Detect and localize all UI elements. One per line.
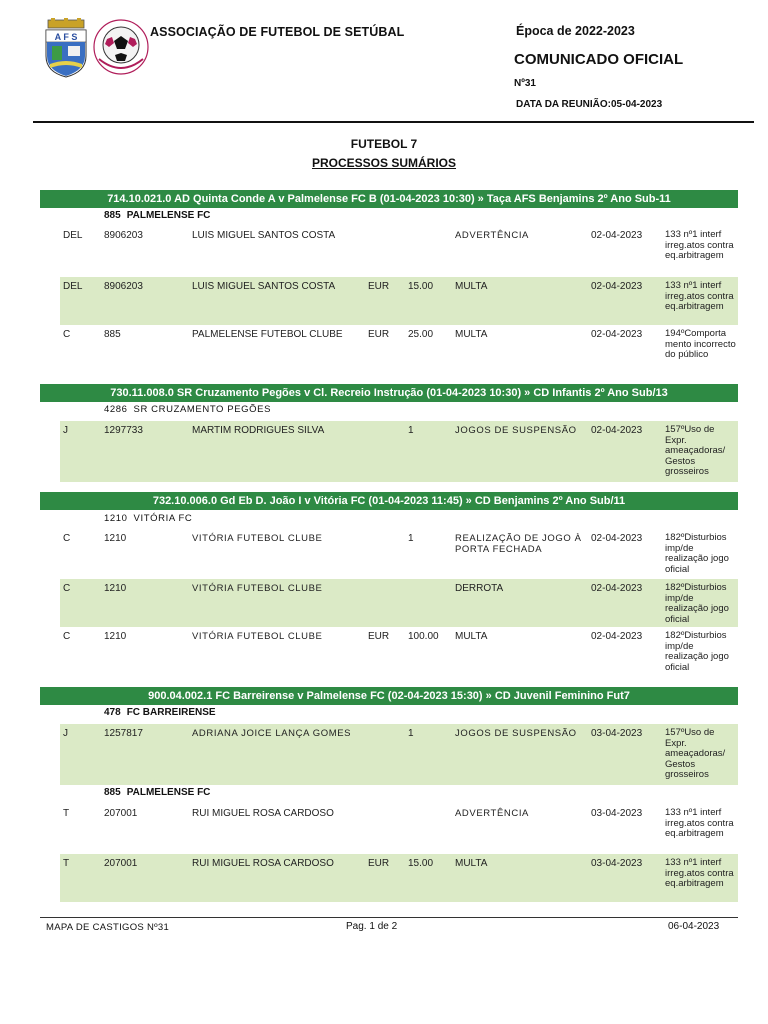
footer-document-name: MAPA DE CASTIGOS Nº31 (46, 922, 170, 933)
table-row: T 207001 RUI MIGUEL ROSA CARDOSO ADVERTÊNCIA 03-04-2023 133 nº1 interf irreg.atos contra eq.arbitragem (63, 807, 734, 839)
club-label: 885 PALMELENSE FC (104, 210, 211, 221)
club-label: 4286 SR CRUZAMENTO PEGÕES (104, 404, 271, 415)
section-title: PROCESSOS SUMÁRIOS (311, 156, 457, 170)
table-row: C 1210 VITÓRIA FUTEBOL CLUBE 1 REALIZAÇÃO DE JOGO À PORTA FECHADA 02-04-2023 182ºDisturbios imp/de realização jogo oficial (63, 532, 729, 575)
footer-divider (40, 917, 738, 918)
communique-number: Nº31 (514, 78, 536, 89)
match-header: 730.11.008.0 SR Cruzamento Pegões v Cl. Recreio Instrução (01-04-2023 10:30) » CD Infantis 2º Ano Sub/13 (40, 384, 738, 402)
match-header: 714.10.021.0 AD Quinta Conde A v Palmelense FC B (01-04-2023 10:30) » Taça AFS Benjamins 2º Ano Sub-11 (40, 190, 738, 208)
club-label: 885 PALMELENSE FC (104, 787, 211, 798)
table-row: C 885 PALMELENSE FUTEBOL CLUBE EUR 25.00 MULTA 02-04-2023 194ºComporta mento incorrecto do público (63, 328, 736, 360)
organization-name: ASSOCIAÇÃO DE FUTEBOL DE SETÚBAL (150, 25, 405, 39)
table-row: J 1297733 MARTIM RODRIGUES SILVA 1 JOGOS DE SUSPENSÃO 02-04-2023 157ºUso de Expr. ameaçadoras/ Gestos grosseiros (60, 421, 738, 482)
footer-page-number: Pag. 1 de 2 (346, 921, 398, 932)
header-divider (33, 121, 754, 123)
footer-date: 06-04-2023 (668, 921, 720, 932)
club-label: 478 FC BARREIRENSE (104, 707, 216, 718)
afs-crest-logo (42, 18, 90, 78)
table-row: DEL 8906203 LUIS MIGUEL SANTOS COSTA EUR 15.00 MULTA 02-04-2023 133 nº1 interf irreg.atos contra eq.arbitragem (60, 277, 738, 325)
communique-title: COMUNICADO OFICIAL (514, 51, 684, 68)
soccer-ball-logo (93, 19, 149, 75)
meeting-date: DATA DA REUNIÃO:05-04-2023 (516, 99, 663, 110)
table-row: DEL 8906203 LUIS MIGUEL SANTOS COSTA ADVERTÊNCIA 02-04-2023 133 nº1 interf irreg.atos contra eq.arbitragem (63, 229, 734, 261)
match-header: 900.04.002.1 FC Barreirense v Palmelense FC (02-04-2023 15:30) » CD Juvenil Feminino Fut7 (40, 687, 738, 705)
match-header: 732.10.006.0 Gd Eb D. João I v Vitória FC (01-04-2023 11:45) » CD Benjamins 2º Ano Sub/11 (40, 492, 738, 510)
table-row: C 1210 VITÓRIA FUTEBOL CLUBE EUR 100.00 MULTA 02-04-2023 182ºDisturbios imp/de realização jogo oficial (63, 630, 729, 673)
season-label: Época de 2022-2023 (516, 24, 635, 38)
crest-letters: A F S (54, 32, 78, 42)
sport-title: FUTEBOL 7 (350, 137, 418, 151)
table-row: C 1210 VITÓRIA FUTEBOL CLUBE DERROTA 02-04-2023 182ºDisturbios imp/de realização jogo oficial (60, 579, 738, 627)
table-row: J 1257817 ADRIANA JOICE LANÇA GOMES 1 JOGOS DE SUSPENSÃO 03-04-2023 157ºUso de Expr. ameaçadoras/ Gestos grosseiros (60, 724, 738, 785)
table-row: T 207001 RUI MIGUEL ROSA CARDOSO EUR 15.00 MULTA 03-04-2023 133 nº1 interf irreg.atos contra eq.arbitragem (60, 854, 738, 902)
club-label: 1210 VITÓRIA FC (104, 513, 193, 524)
